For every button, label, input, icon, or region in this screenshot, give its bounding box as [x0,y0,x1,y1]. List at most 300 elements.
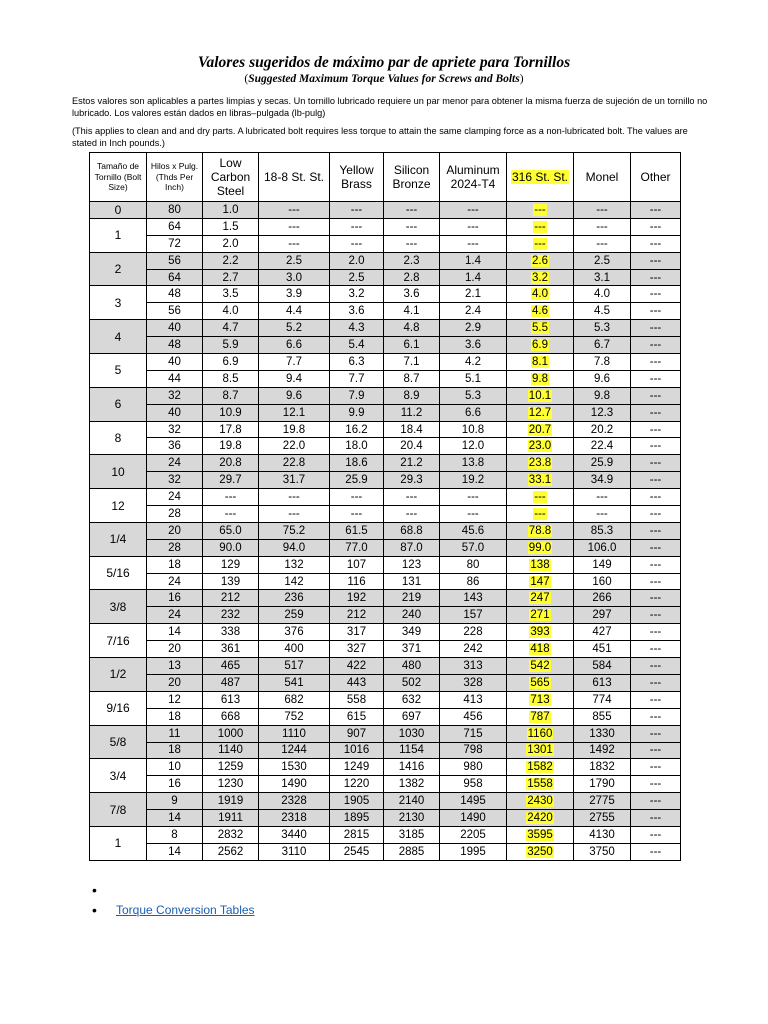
cell-18-8: 517 [259,658,330,675]
subtitle-open: ( [244,73,249,85]
cell-316-stainless [507,759,574,776]
cell-threads: 20 [147,641,203,658]
cell-bolt-size: 7/16 [90,624,147,658]
cell-aluminum: 86 [440,573,507,590]
cell-silicon-bronze: 68.8 [384,522,440,539]
cell-monel: 1790 [574,776,631,793]
cell-yellow-brass: 317 [330,624,384,641]
cell-silicon-bronze: 87.0 [384,539,440,556]
cell-aluminum: --- [440,235,507,252]
cell-316-stainless [507,506,574,523]
cell-aluminum: 13.8 [440,455,507,472]
torque-table [89,152,681,861]
cell-low-carbon: 8.7 [203,387,259,404]
cell-threads: 8 [147,826,203,843]
cell-aluminum: 958 [440,776,507,793]
cell-bolt-size: 9/16 [90,691,147,725]
cell-yellow-brass: 116 [330,573,384,590]
cell-18-8: 752 [259,708,330,725]
cell-monel: 4.0 [574,286,631,303]
cell-yellow-brass: 1220 [330,776,384,793]
cell-aluminum: 980 [440,759,507,776]
table-row [90,674,681,691]
cell-18-8: 12.1 [259,404,330,421]
cell-other: --- [631,793,681,810]
cell-yellow-brass: 327 [330,641,384,658]
cell-aluminum: 10.8 [440,421,507,438]
cell-aluminum: 5.3 [440,387,507,404]
table-row [90,202,681,219]
cell-threads: 28 [147,539,203,556]
cell-yellow-brass: 1249 [330,759,384,776]
cell-other: --- [631,708,681,725]
cell-low-carbon: 17.8 [203,421,259,438]
highlight-316-value: 2430 [527,795,553,808]
cell-316-stainless [507,218,574,235]
table-row [90,725,681,742]
table-row [90,320,681,337]
cell-low-carbon: 29.7 [203,472,259,489]
cell-18-8: 1244 [259,742,330,759]
cell-yellow-brass: 7.9 [330,387,384,404]
cell-monel: 85.3 [574,522,631,539]
cell-316-stainless [507,320,574,337]
cell-other: --- [631,370,681,387]
highlight-316-value: 10.1 [528,389,552,402]
cell-low-carbon: 129 [203,556,259,573]
cell-316-stainless [507,489,574,506]
cell-18-8: --- [259,506,330,523]
cell-aluminum: 2.9 [440,320,507,337]
cell-threads: 72 [147,235,203,252]
cell-18-8: 132 [259,556,330,573]
cell-low-carbon: 90.0 [203,539,259,556]
bullet-icon: • [92,902,97,918]
highlight-316-value: 3250 [527,845,553,858]
cell-yellow-brass: 18.6 [330,455,384,472]
cell-threads: 64 [147,269,203,286]
cell-aluminum: --- [440,506,507,523]
cell-aluminum: 313 [440,658,507,675]
highlight-316-value: 393 [530,626,550,639]
table-row [90,337,681,354]
cell-316-stainless [507,370,574,387]
cell-low-carbon: 2.2 [203,252,259,269]
cell-low-carbon: 5.9 [203,337,259,354]
cell-yellow-brass: 3.2 [330,286,384,303]
table-row [90,539,681,556]
cell-bolt-size: 5/8 [90,725,147,759]
cell-threads: 32 [147,387,203,404]
cell-other: --- [631,556,681,573]
cell-silicon-bronze: 29.3 [384,472,440,489]
highlight-316-value: 12.7 [528,406,552,419]
cell-other: --- [631,303,681,320]
cell-monel: 774 [574,691,631,708]
cell-threads: 56 [147,252,203,269]
cell-18-8: 3110 [259,843,330,860]
header-316-highlight: 316 St. St. [511,170,569,184]
table-row [90,404,681,421]
highlight-316-value: 1301 [527,744,553,757]
cell-low-carbon: 668 [203,708,259,725]
cell-silicon-bronze: 1154 [384,742,440,759]
cell-silicon-bronze: 11.2 [384,404,440,421]
cell-silicon-bronze: 8.7 [384,370,440,387]
cell-yellow-brass: --- [330,235,384,252]
cell-silicon-bronze: 4.8 [384,320,440,337]
table-row [90,843,681,860]
cell-316-stainless [507,624,574,641]
cell-silicon-bronze: 371 [384,641,440,658]
table-row [90,489,681,506]
cell-low-carbon: 465 [203,658,259,675]
cell-threads: 9 [147,793,203,810]
cell-other: --- [631,455,681,472]
cell-aluminum: 57.0 [440,539,507,556]
cell-low-carbon: 361 [203,641,259,658]
cell-316-stainless [507,590,574,607]
cell-yellow-brass: 61.5 [330,522,384,539]
cell-18-8: 31.7 [259,472,330,489]
cell-other: --- [631,202,681,219]
cell-threads: 48 [147,337,203,354]
table-row [90,252,681,269]
cell-bolt-size: 8 [90,421,147,455]
cell-316-stainless [507,252,574,269]
cell-threads: 40 [147,404,203,421]
cell-other: --- [631,624,681,641]
cell-bolt-size: 1/4 [90,522,147,556]
cell-threads: 40 [147,354,203,371]
highlight-316-value: 20.7 [528,423,552,436]
cell-other: --- [631,843,681,860]
cell-other: --- [631,658,681,675]
cell-other: --- [631,725,681,742]
cell-18-8: 94.0 [259,539,330,556]
table-row [90,776,681,793]
cell-threads: 28 [147,506,203,523]
cell-yellow-brass: 192 [330,590,384,607]
cell-18-8: 400 [259,641,330,658]
cell-18-8: 4.4 [259,303,330,320]
cell-silicon-bronze: 2885 [384,843,440,860]
page-title: Valores sugeridos de máximo par de apriete para Tornillos [197,54,571,71]
cell-low-carbon: 6.9 [203,354,259,371]
cell-yellow-brass: --- [330,506,384,523]
table-row [90,658,681,675]
cell-other: --- [631,759,681,776]
cell-low-carbon: 338 [203,624,259,641]
cell-other: --- [631,742,681,759]
highlight-316-value: 23.0 [528,440,552,453]
cell-monel: 149 [574,556,631,573]
cell-other: --- [631,286,681,303]
cell-18-8: 541 [259,674,330,691]
cell-yellow-brass: 615 [330,708,384,725]
table-row [90,742,681,759]
cell-yellow-brass: 4.3 [330,320,384,337]
highlight-316-value: --- [534,220,546,233]
cell-aluminum: --- [440,202,507,219]
cell-monel: 2775 [574,793,631,810]
cell-threads: 13 [147,658,203,675]
cell-low-carbon: 1000 [203,725,259,742]
page-subtitle [0,73,768,85]
cell-other: --- [631,590,681,607]
cell-yellow-brass: --- [330,489,384,506]
cell-yellow-brass: 2.0 [330,252,384,269]
highlight-316-value: 1558 [527,778,553,791]
cell-316-stainless [507,826,574,843]
cell-other: --- [631,354,681,371]
cell-threads: 16 [147,776,203,793]
cell-monel: --- [574,489,631,506]
cell-low-carbon: 2.7 [203,269,259,286]
table-row [90,218,681,235]
cell-yellow-brass: --- [330,218,384,235]
cell-low-carbon: 2832 [203,826,259,843]
cell-18-8: 9.4 [259,370,330,387]
cell-aluminum: 413 [440,691,507,708]
highlight-316-value: --- [534,507,546,520]
cell-aluminum: 4.2 [440,354,507,371]
cell-18-8: 2318 [259,810,330,827]
cell-silicon-bronze: 7.1 [384,354,440,371]
cell-316-stainless [507,725,574,742]
cell-18-8: 9.6 [259,387,330,404]
cell-bolt-size: 7/8 [90,793,147,827]
cell-low-carbon: 20.8 [203,455,259,472]
cell-yellow-brass: 2815 [330,826,384,843]
link-list [92,880,255,920]
highlight-316-value: 2.6 [532,254,548,267]
cell-aluminum: --- [440,218,507,235]
cell-other: --- [631,674,681,691]
cell-low-carbon: --- [203,489,259,506]
cell-silicon-bronze: 2140 [384,793,440,810]
cell-silicon-bronze: 20.4 [384,438,440,455]
cell-yellow-brass: 18.0 [330,438,384,455]
highlight-316-value: 9.8 [532,372,548,385]
table-row [90,641,681,658]
cell-yellow-brass: 9.9 [330,404,384,421]
table-row [90,506,681,523]
highlight-316-value: 787 [530,710,550,723]
cell-aluminum: 798 [440,742,507,759]
cell-threads: 32 [147,421,203,438]
cell-other: --- [631,438,681,455]
cell-yellow-brass: 212 [330,607,384,624]
cell-316-stainless [507,658,574,675]
cell-threads: 14 [147,810,203,827]
highlight-316-value: 418 [530,643,550,656]
cell-low-carbon: 2562 [203,843,259,860]
cell-threads: 80 [147,202,203,219]
table-row [90,303,681,320]
cell-monel: 1330 [574,725,631,742]
table-row [90,370,681,387]
cell-yellow-brass: 7.7 [330,370,384,387]
highlight-316-value: 1160 [527,727,553,740]
cell-threads: 24 [147,573,203,590]
cell-threads: 40 [147,320,203,337]
cell-aluminum: 3.6 [440,337,507,354]
cell-316-stainless [507,522,574,539]
cell-aluminum: 12.0 [440,438,507,455]
cell-low-carbon: 1911 [203,810,259,827]
cell-other: --- [631,269,681,286]
cell-316-stainless [507,438,574,455]
cell-low-carbon: 139 [203,573,259,590]
highlight-316-value: --- [534,203,546,216]
cell-18-8: 22.0 [259,438,330,455]
cell-other: --- [631,252,681,269]
cell-yellow-brass: --- [330,202,384,219]
cell-other: --- [631,218,681,235]
cell-other: --- [631,337,681,354]
table-row [90,826,681,843]
table-row [90,590,681,607]
cell-low-carbon: 212 [203,590,259,607]
cell-threads: 48 [147,286,203,303]
cell-silicon-bronze: 21.2 [384,455,440,472]
cell-316-stainless [507,742,574,759]
cell-18-8: 236 [259,590,330,607]
cell-silicon-bronze: 123 [384,556,440,573]
cell-yellow-brass: 6.3 [330,354,384,371]
cell-low-carbon: 487 [203,674,259,691]
table-row [90,691,681,708]
cell-monel: 451 [574,641,631,658]
cell-silicon-bronze: 2.3 [384,252,440,269]
cell-18-8: --- [259,235,330,252]
cell-other: --- [631,489,681,506]
cell-316-stainless [507,235,574,252]
highlight-316-value: 1582 [527,761,553,774]
cell-monel: 9.8 [574,387,631,404]
cell-low-carbon: 2.0 [203,235,259,252]
cell-monel: 160 [574,573,631,590]
cell-monel: 22.4 [574,438,631,455]
cell-threads: 24 [147,489,203,506]
highlight-316-value: 565 [530,676,550,689]
cell-yellow-brass: 558 [330,691,384,708]
cell-aluminum: 5.1 [440,370,507,387]
table-row [90,573,681,590]
cell-bolt-size: 3/8 [90,590,147,624]
highlight-316-value: 33.1 [528,474,552,487]
cell-aluminum: 143 [440,590,507,607]
cell-yellow-brass: 907 [330,725,384,742]
cell-monel: 3750 [574,843,631,860]
cell-aluminum: 157 [440,607,507,624]
cell-18-8: 682 [259,691,330,708]
cell-silicon-bronze: 349 [384,624,440,641]
highlight-316-value: --- [534,491,546,504]
cell-other: --- [631,573,681,590]
cell-bolt-size: 5/16 [90,556,147,590]
cell-low-carbon: 232 [203,607,259,624]
highlight-316-value: 3.2 [532,271,548,284]
cell-bolt-size: 1 [90,218,147,252]
cell-threads: 14 [147,624,203,641]
cell-threads: 32 [147,472,203,489]
cell-316-stainless [507,708,574,725]
cell-silicon-bronze: 1030 [384,725,440,742]
highlight-316-value: --- [534,237,546,250]
cell-other: --- [631,522,681,539]
cell-316-stainless [507,843,574,860]
cell-other: --- [631,826,681,843]
cell-316-stainless [507,286,574,303]
cell-low-carbon: 65.0 [203,522,259,539]
cell-monel: 855 [574,708,631,725]
cell-316-stainless [507,776,574,793]
cell-aluminum: 1995 [440,843,507,860]
table-row [90,759,681,776]
cell-silicon-bronze: 3185 [384,826,440,843]
cell-other: --- [631,404,681,421]
cell-threads: 18 [147,708,203,725]
cell-low-carbon: 8.5 [203,370,259,387]
cell-aluminum: 1495 [440,793,507,810]
table-row [90,387,681,404]
cell-threads: 10 [147,759,203,776]
cell-18-8: 19.8 [259,421,330,438]
cell-bolt-size: 10 [90,455,147,489]
cell-monel: 5.3 [574,320,631,337]
cell-18-8: 7.7 [259,354,330,371]
cell-low-carbon: 613 [203,691,259,708]
cell-silicon-bronze: 8.9 [384,387,440,404]
cell-bolt-size: 4 [90,320,147,354]
cell-silicon-bronze: --- [384,235,440,252]
cell-other: --- [631,387,681,404]
cell-monel: 12.3 [574,404,631,421]
cell-yellow-brass: 16.2 [330,421,384,438]
cell-monel: 106.0 [574,539,631,556]
cell-18-8: 2328 [259,793,330,810]
cell-18-8: 259 [259,607,330,624]
cell-other: --- [631,235,681,252]
cell-bolt-size: 3 [90,286,147,320]
header-silicon-bronze: Silicon Bronze [384,153,440,202]
cell-silicon-bronze: --- [384,489,440,506]
torque-conversion-link[interactable]: Torque Conversion Tables [116,903,255,917]
cell-316-stainless [507,641,574,658]
cell-silicon-bronze: 2.8 [384,269,440,286]
cell-aluminum: 19.2 [440,472,507,489]
cell-aluminum: 328 [440,674,507,691]
cell-other: --- [631,810,681,827]
highlight-316-value: 5.5 [532,322,548,335]
cell-316-stainless [507,387,574,404]
table-body [90,202,681,861]
table-row [90,810,681,827]
cell-316-stainless [507,202,574,219]
cell-threads: 64 [147,218,203,235]
header-threads-per-inch: Hilos x Pulg. (Thds Per Inch) [147,153,203,202]
header-other: Other [631,153,681,202]
cell-yellow-brass: 107 [330,556,384,573]
cell-316-stainless [507,472,574,489]
cell-monel: 3.1 [574,269,631,286]
table-row [90,421,681,438]
cell-low-carbon: 1230 [203,776,259,793]
cell-monel: 2.5 [574,252,631,269]
table-row [90,269,681,286]
